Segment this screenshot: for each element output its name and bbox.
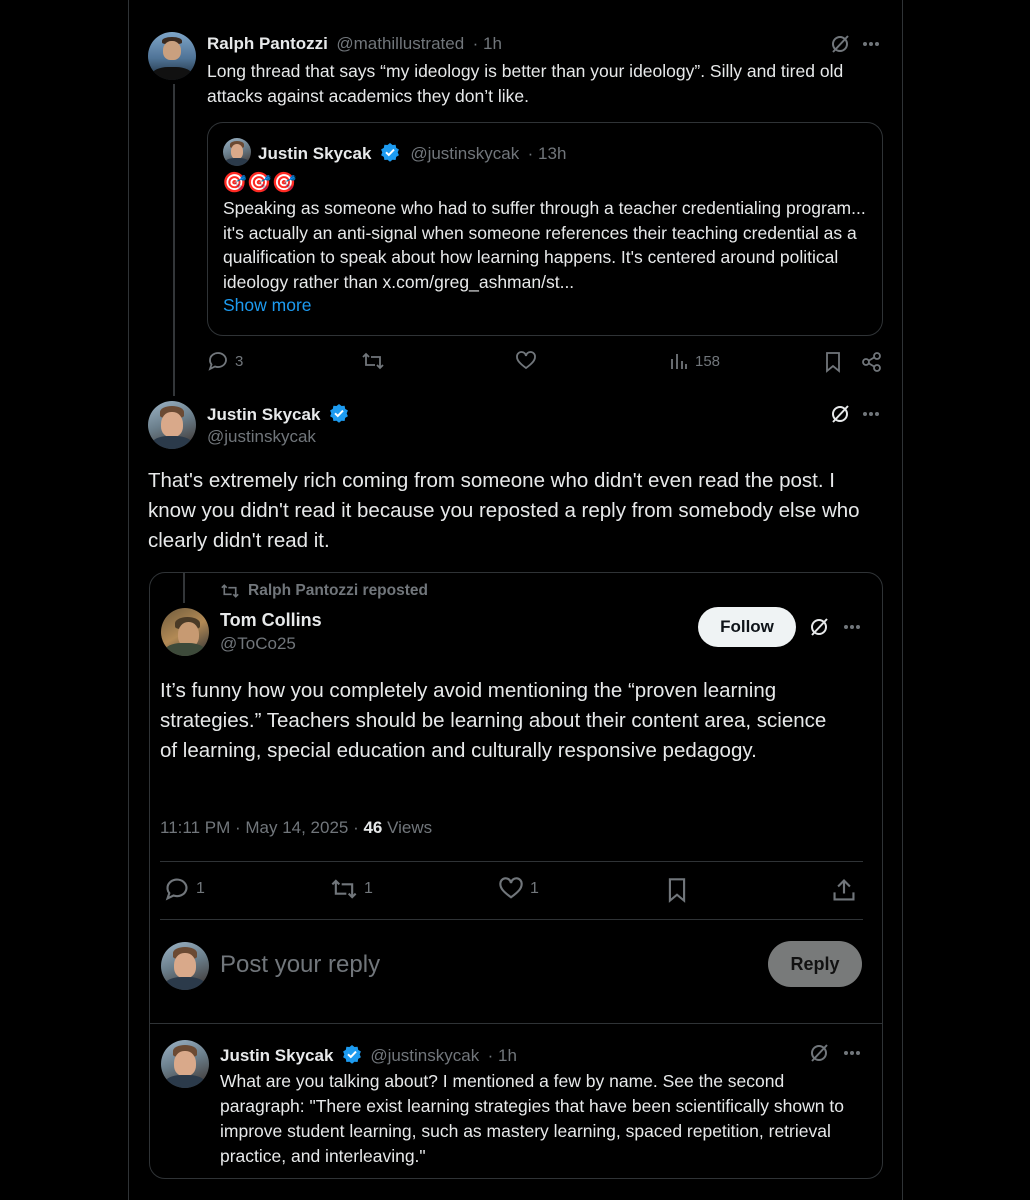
emoji-line: 🎯🎯🎯 bbox=[222, 172, 297, 194]
avatar bbox=[161, 1040, 209, 1088]
post-time: · 1h bbox=[487, 1046, 517, 1065]
like-button[interactable] bbox=[515, 350, 537, 372]
views-icon bbox=[669, 350, 689, 372]
grok-icon[interactable] bbox=[829, 33, 851, 55]
tweet-header bbox=[207, 34, 502, 54]
retweet-icon bbox=[220, 582, 240, 600]
views-button[interactable] bbox=[669, 350, 720, 372]
more-icon[interactable] bbox=[861, 36, 881, 52]
author-handle: @ToCo25 bbox=[220, 634, 296, 653]
retweet-button[interactable] bbox=[330, 876, 373, 902]
views-label: Views bbox=[382, 818, 433, 837]
reply-icon bbox=[207, 350, 229, 372]
author-name: Justin Skycak bbox=[220, 1046, 334, 1065]
author-name[interactable]: Justin Skycak bbox=[207, 405, 321, 424]
reply-count: 3 bbox=[235, 352, 244, 370]
show-more-link[interactable]: Show more bbox=[223, 295, 312, 315]
retweet-button[interactable] bbox=[361, 350, 385, 372]
heart-icon bbox=[498, 876, 524, 902]
quote-text: Speaking as someone who had to suffer through a teacher credentialing program... it's actually an anti-signal when someone references their teaching credential as a qualification to speak about how learning happens. It's centered around political ideology rather than x.com/greg_ashman/st... bbox=[223, 198, 866, 292]
repost-context bbox=[220, 582, 428, 600]
thread-line bbox=[183, 573, 185, 603]
quote-time: · 13h bbox=[527, 144, 567, 163]
retweet-icon bbox=[330, 876, 358, 902]
reply-count: 1 bbox=[196, 880, 205, 897]
avatar bbox=[161, 608, 209, 656]
grok-icon[interactable] bbox=[808, 616, 830, 638]
heart-icon bbox=[515, 350, 537, 372]
more-icon[interactable] bbox=[861, 406, 881, 422]
quote-author-name: Justin Skycak bbox=[258, 144, 372, 163]
tweet-text: It’s funny how you completely avoid mentioning the “proven learning strategies.” Teachers should be learning about their content area, science of learning, special education and culturally responsive pedagogy. bbox=[160, 679, 827, 762]
quote-header bbox=[258, 142, 566, 167]
reply-input[interactable]: Post your reply bbox=[220, 951, 381, 978]
author-handle[interactable]: @mathillustrated bbox=[336, 34, 465, 53]
timeline-column bbox=[128, 0, 903, 1200]
verified-badge-icon bbox=[380, 142, 400, 167]
views-count: 46 bbox=[363, 818, 383, 837]
grok-icon[interactable] bbox=[829, 403, 851, 425]
thread-line bbox=[173, 84, 175, 396]
avatar[interactable] bbox=[148, 32, 196, 80]
avatar bbox=[223, 138, 251, 166]
verified-badge-icon bbox=[329, 403, 349, 428]
like-count: 1 bbox=[530, 880, 539, 897]
tweet-text: That's extremely rich coming from someone who didn't even read the post. I know you didn't read it because you reposted a reply from somebody else who clearly didn't read it. bbox=[148, 469, 860, 552]
more-icon[interactable] bbox=[842, 1045, 862, 1061]
retweet-count: 1 bbox=[364, 880, 373, 897]
author-handle: @justinskycak bbox=[370, 1046, 480, 1065]
reply-button[interactable] bbox=[207, 350, 243, 372]
author-handle[interactable]: @justinskycak bbox=[207, 427, 316, 446]
reposted-by: Ralph Pantozzi reposted bbox=[248, 582, 428, 599]
divider bbox=[160, 861, 863, 862]
post-time[interactable]: · 1h bbox=[472, 34, 502, 53]
grok-icon[interactable] bbox=[808, 1042, 830, 1064]
reply-submit-button[interactable]: Reply bbox=[768, 941, 862, 987]
reply-header bbox=[220, 1044, 517, 1069]
quote-author-handle: @justinskycak bbox=[410, 144, 520, 163]
share-icon[interactable] bbox=[861, 351, 883, 373]
bookmark-icon[interactable] bbox=[665, 877, 689, 903]
verified-badge-icon bbox=[342, 1044, 362, 1069]
reply-button[interactable] bbox=[164, 876, 205, 902]
bookmark-icon[interactable] bbox=[823, 351, 843, 373]
tweet2-author bbox=[207, 403, 349, 428]
divider bbox=[160, 919, 863, 920]
reply-icon bbox=[164, 876, 190, 902]
author-name[interactable]: Ralph Pantozzi bbox=[207, 34, 328, 53]
timestamp[interactable]: 11:11 PM · May 14, 2025 · bbox=[160, 818, 364, 837]
embedded-image[interactable] bbox=[149, 572, 883, 1179]
share-icon[interactable] bbox=[831, 877, 857, 903]
divider bbox=[150, 1023, 882, 1024]
author-name: Tom Collins bbox=[220, 610, 322, 630]
reply-text: What are you talking about? I mentioned a few by name. See the second paragraph: "There exist learning strategies that have been scientifically shown to improve student learning, such as mastery learning, spaced repetition, retrieval practice, and interleaving." bbox=[220, 1071, 844, 1166]
retweet-icon bbox=[361, 350, 385, 372]
timestamp-line bbox=[160, 818, 432, 838]
avatar[interactable] bbox=[148, 401, 196, 449]
quoted-tweet[interactable] bbox=[207, 122, 883, 336]
avatar bbox=[161, 942, 209, 990]
views-count: 158 bbox=[695, 352, 721, 370]
like-button[interactable] bbox=[498, 876, 539, 902]
tweet-text: Long thread that says “my ideology is better than your ideology”. Silly and tired old attacks against academics they don’t like. bbox=[207, 61, 844, 106]
more-icon[interactable] bbox=[842, 619, 862, 635]
follow-button[interactable]: Follow bbox=[698, 607, 796, 647]
